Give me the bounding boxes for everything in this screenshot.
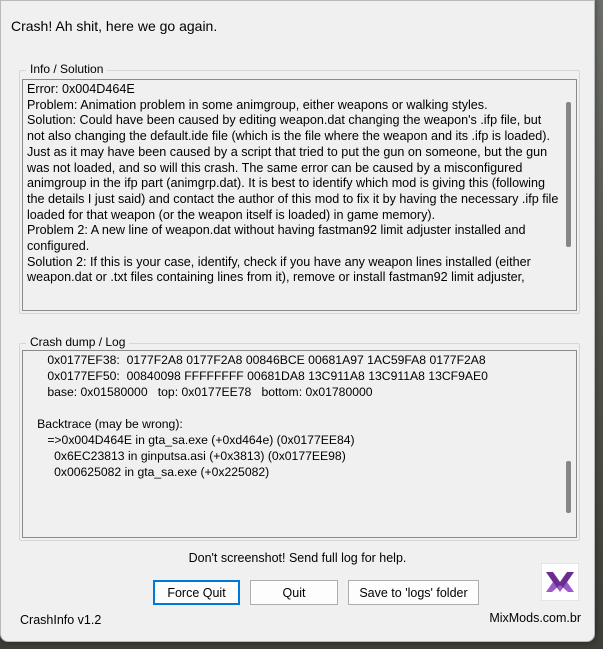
version-label: CrashInfo v1.2 xyxy=(20,613,102,627)
quit-button[interactable]: Quit xyxy=(250,580,338,605)
save-logs-button[interactable]: Save to 'logs' folder xyxy=(348,580,479,605)
dump-group-label: Crash dump / Log xyxy=(26,335,129,349)
dump-line: Backtrace (may be wrong): xyxy=(27,417,183,431)
info-line: Error: 0x004D464E xyxy=(27,82,135,96)
dump-line xyxy=(27,400,572,416)
dump-text xyxy=(23,351,576,481)
info-line: Problem: Animation problem in some animgroup, either weapons or walking styles. xyxy=(27,97,488,112)
dialog-title: Crash! Ah shit, here we go again. xyxy=(11,18,218,34)
dump-group xyxy=(19,335,580,541)
force-quit-button[interactable]: Force Quit xyxy=(153,580,240,605)
info-line: Solution: Could have been caused by editing weapon.dat changing the weapon's .ifp file, but not also changing the default.ide file (which is the file where the weapon and its .ifp is loaded). Just as it may have been caused by a script that tried to put the gun on someone, but the gun was not loaded, and so will this crash. The same error can be caused by a misconfigured animgroup in the ifp part (animgrp.dat). It is best to identify which mod is giving this (following the details I just said) and contact the author of this mod to fix it by having the necessary .ifp file loaded for that weapon (or the weapon itself is loaded) in game memory). xyxy=(27,113,559,222)
info-scrollbar[interactable] xyxy=(566,102,571,247)
dump-line: 0x0177EF38: 0177F2A8 0177F2A8 00846BCE 00681A97 1AC59FA8 0177F2A8 xyxy=(27,353,486,367)
info-group-label: Info / Solution xyxy=(26,62,107,76)
site-link[interactable]: MixMods.com.br xyxy=(489,611,581,625)
dump-line: base: 0x01580000 top: 0x0177EE78 bottom: 0x01780000 xyxy=(27,385,373,399)
dump-line: 0x6EC23813 in ginputsa.asi (+0x3813) (0x0177EE98) xyxy=(27,449,346,463)
dump-line: 0x0177EF50: 00840098 FFFFFFFF 00681DA8 13C911A8 13C911A8 13CF9AE0 xyxy=(27,369,488,383)
screenshot-hint: Don't screenshot! Send full log for help. xyxy=(188,551,407,565)
dump-line: =>0x004D464E in gta_sa.exe (+0xd464e) (0x0177EE84) xyxy=(27,433,355,447)
info-group xyxy=(19,62,580,314)
dump-textbox[interactable] xyxy=(22,350,577,538)
mixmods-logo-icon xyxy=(541,563,579,601)
info-textbox[interactable] xyxy=(22,79,577,311)
info-line: Solution 2: If this is your case, identify, check if you have any weapon lines installed (either weapon.dat or .txt files containing lines from it), remove or install fastman92 limit adjuster, xyxy=(27,254,531,285)
info-line: Problem 2: A new line of weapon.dat without having fastman92 limit adjuster installed and configured. xyxy=(27,223,526,254)
dump-scrollbar[interactable] xyxy=(566,461,571,513)
dump-line: 0x00625082 in gta_sa.exe (+0x225082) xyxy=(27,465,270,479)
info-text xyxy=(23,80,576,286)
